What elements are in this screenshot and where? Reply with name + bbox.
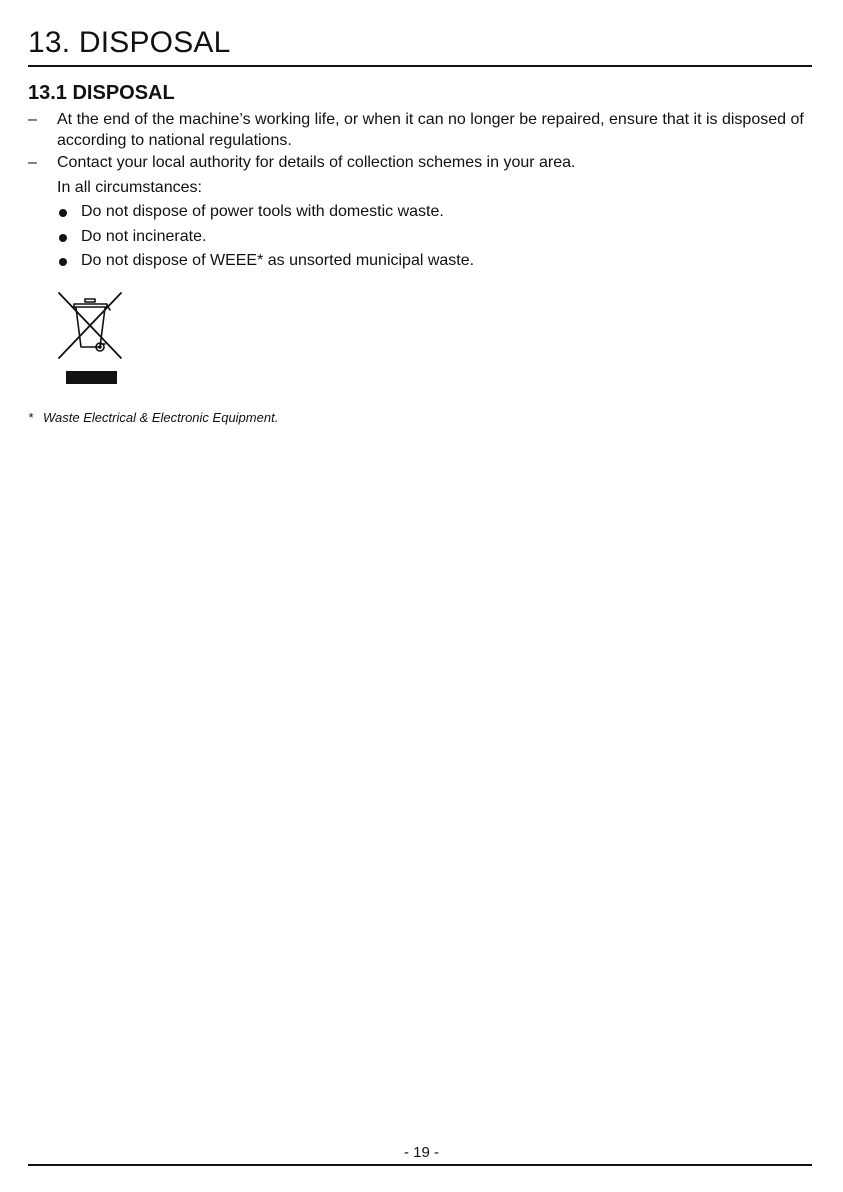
footnote-text: Waste Electrical & Electronic Equipment. <box>43 410 279 425</box>
list-item <box>57 200 474 225</box>
page-title: 13. DISPOSAL <box>28 26 231 59</box>
crossed-out-wheelie-bin-icon <box>54 290 126 386</box>
bullet-dot-icon <box>59 258 67 266</box>
footer-divider <box>28 1164 812 1166</box>
list-item <box>57 249 474 274</box>
list-item-text: Do not incinerate. <box>81 227 207 245</box>
dash-item-text: Contact your local authority for details of collection schemes in your area. <box>57 154 576 171</box>
bullet-list <box>57 200 474 274</box>
section-heading: 13.1 DISPOSAL <box>28 82 175 104</box>
bullet-dot-icon <box>59 234 67 242</box>
title-divider <box>28 65 812 67</box>
list-item <box>57 225 474 250</box>
list-item-text: Do not dispose of WEEE* as unsorted municipal waste. <box>81 252 475 269</box>
circumstances-intro: In all circumstances: <box>57 179 202 196</box>
footnote <box>28 410 278 425</box>
dash-marker: – <box>28 154 37 171</box>
page-number: - 19 - <box>403 1144 439 1161</box>
dash-marker: – <box>28 111 37 128</box>
dash-item-text: At the end of the machine’s working life, or when it can no longer be repaired, ensure that it is disposed of according to national regulations. <box>57 111 804 149</box>
list-item-text: Do not dispose of power tools with domestic waste. <box>81 203 444 220</box>
footnote-marker: * <box>28 410 34 425</box>
bullet-dot-icon <box>59 209 67 217</box>
